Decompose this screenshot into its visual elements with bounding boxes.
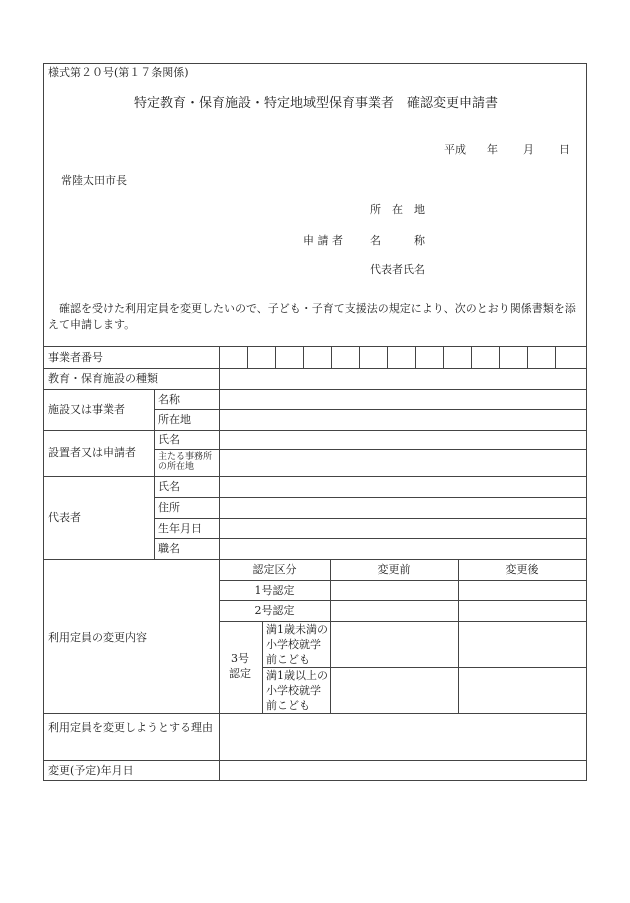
- facility-type-label: 教育・保育施設の種類: [48, 372, 158, 385]
- application-form: [43, 63, 587, 781]
- facility-name-field[interactable]: [220, 390, 586, 409]
- date-day: 日: [559, 143, 570, 156]
- statement: 確認を受けた利用定員を変更したいので、子ども・子育て支援法の規定により、次のとおり関係書類を添えて申請します。: [48, 302, 576, 331]
- applicant-name-label: 名 称: [370, 234, 425, 247]
- reason-field[interactable]: [220, 714, 586, 760]
- rep-birth-label: 生年月日: [158, 522, 202, 535]
- facility-or-business-label: 施設又は事業者: [48, 403, 125, 416]
- cert2-label: 2号認定: [254, 604, 295, 617]
- cert-category-header: 認定区分: [252, 563, 297, 576]
- main-office-label: 主たる事務所の所在地: [158, 452, 213, 472]
- applicant-label: 申 請 者: [303, 234, 343, 247]
- representative-label: 代表者: [48, 511, 81, 524]
- rep-title-field[interactable]: [220, 539, 586, 559]
- date-month: 月: [523, 143, 534, 156]
- rep-birth-field[interactable]: [220, 519, 586, 538]
- applicant-rep-label: 代表者氏名: [370, 263, 425, 276]
- founder-name-field[interactable]: [220, 431, 586, 449]
- addressee: 常陸太田市長: [61, 174, 127, 187]
- facility-location-field[interactable]: [220, 410, 586, 430]
- business-number-boxes[interactable]: [219, 346, 586, 368]
- form-title: 特定教育・保育施設・特定地域型保育事業者 確認変更申請書: [133, 96, 498, 111]
- under1-label: 満1歳未満の小学校就学前こども: [266, 623, 328, 666]
- rep-name-field[interactable]: [220, 477, 586, 497]
- date-year: 年: [487, 143, 498, 156]
- after-header: 変更後: [505, 563, 539, 576]
- main-office-field[interactable]: [220, 450, 586, 476]
- application-table: [44, 346, 586, 780]
- rep-address-label: 住所: [158, 501, 180, 514]
- rep-name-label: 氏名: [158, 480, 180, 493]
- facility-name-label: 名称: [158, 393, 180, 406]
- rep-title-label: 職名: [158, 542, 180, 555]
- cert1-label: 1号認定: [254, 584, 295, 597]
- over1-label: 満1歳以上の小学校就学前こども: [266, 669, 328, 712]
- applicant-address-label: 所 在 地: [370, 203, 425, 216]
- capacity-change-label: 利用定員の変更内容: [48, 631, 147, 644]
- business-number-label: 事業者番号: [48, 351, 103, 364]
- facility-type-field[interactable]: [220, 369, 586, 389]
- founder-name-label: 氏名: [158, 433, 180, 446]
- form-number: 様式第２０号(第１７条関係): [48, 66, 189, 79]
- change-date-field[interactable]: [220, 761, 586, 780]
- before-header: 変更前: [377, 563, 411, 576]
- change-date-label: 変更(予定)年月日: [48, 764, 134, 777]
- date-era: 平成: [444, 143, 466, 156]
- rep-address-field[interactable]: [220, 498, 586, 518]
- reason-label: 利用定員を変更しようとする理由: [48, 721, 213, 734]
- cert3-label: 3号認定: [229, 652, 251, 680]
- facility-location-label: 所在地: [158, 413, 191, 426]
- founder-label: 設置者又は申請者: [48, 446, 136, 459]
